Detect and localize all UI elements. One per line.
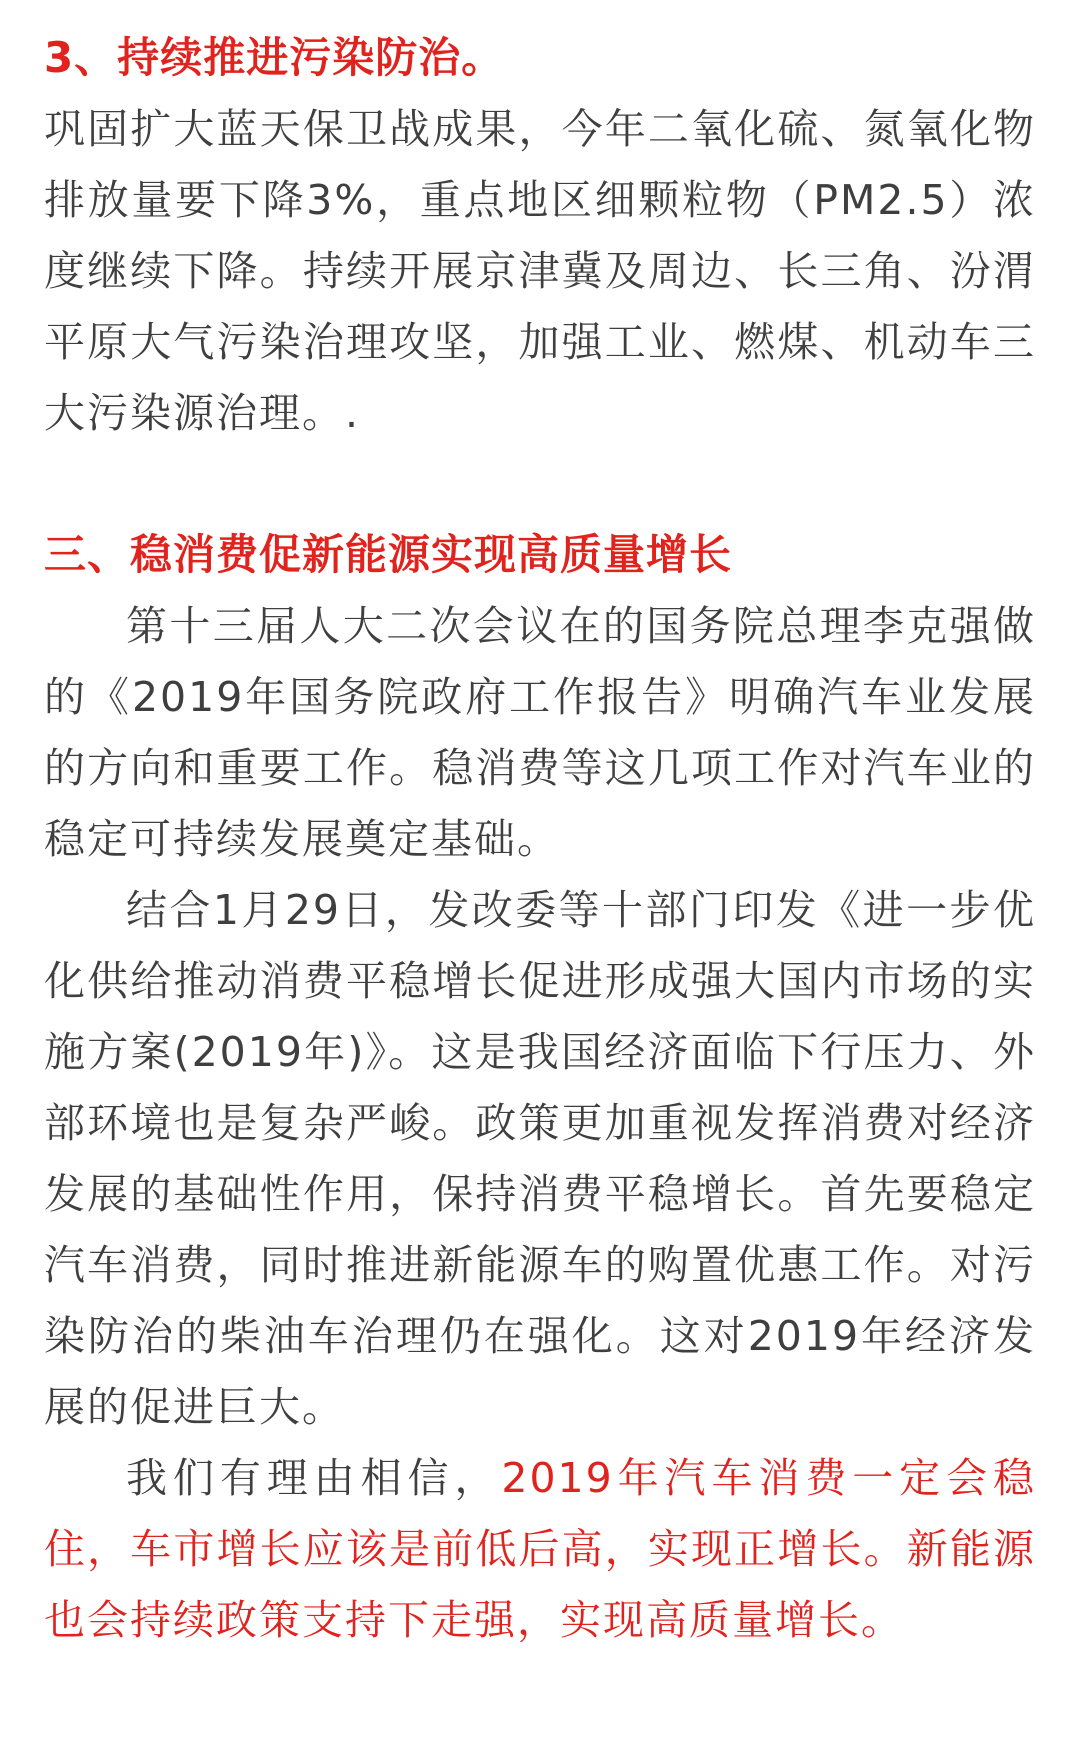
conclusion-lead: 我们有理由相信， xyxy=(126,1454,502,1502)
section-spacer xyxy=(44,449,1036,519)
policy-paragraph: 结合1月29日，发改委等十部门印发《进一步优化供给推动消费平稳增长促进形成强大国内市场的实施方案(2019年)》。这是我国经济面临下行压力、外部环境也是复杂严峻。政策更加重视发挥消费对经济发展的基础性作用，保持消费平稳增长。首先要稳定汽车消费，同时推进新能源车的购置优惠工作。对污染防治的柴油车治理仍在强化。这对2019年经济发展的促进巨大。 xyxy=(44,886,1036,1431)
section-heading: 三、稳消费促新能源实现高质量增长 xyxy=(44,530,733,579)
conclusion-highlight: 2019年汽车消费一定会稳住，车市增长应该是前低后高，实现正增长。新能源也会持续政策支持下走强，实现高质量增长。 xyxy=(44,1454,1037,1644)
report-paragraph: 第十三届人大二次会议在的国务院总理李克强做的《2019年国务院政府工作报告》明确汽车业发展的方向和重要工作。稳消费等这几项工作对汽车业的稳定可持续发展奠定基础。 xyxy=(44,602,1036,863)
conclusion-paragraph xyxy=(44,1443,1036,1656)
subsection-heading: 3、持续推进污染防治。 xyxy=(44,33,505,82)
pollution-paragraph: 巩固扩大蓝天保卫战成果，今年二氧化硫、氮氧化物排放量要下降3%，重点地区细颗粒物（PM2.5）浓度继续下降。持续开展京津冀及周边、长三角、汾渭平原大气污染治理攻坚，加强工业、燃煤、机动车三大污染源治理。. xyxy=(44,105,1036,437)
